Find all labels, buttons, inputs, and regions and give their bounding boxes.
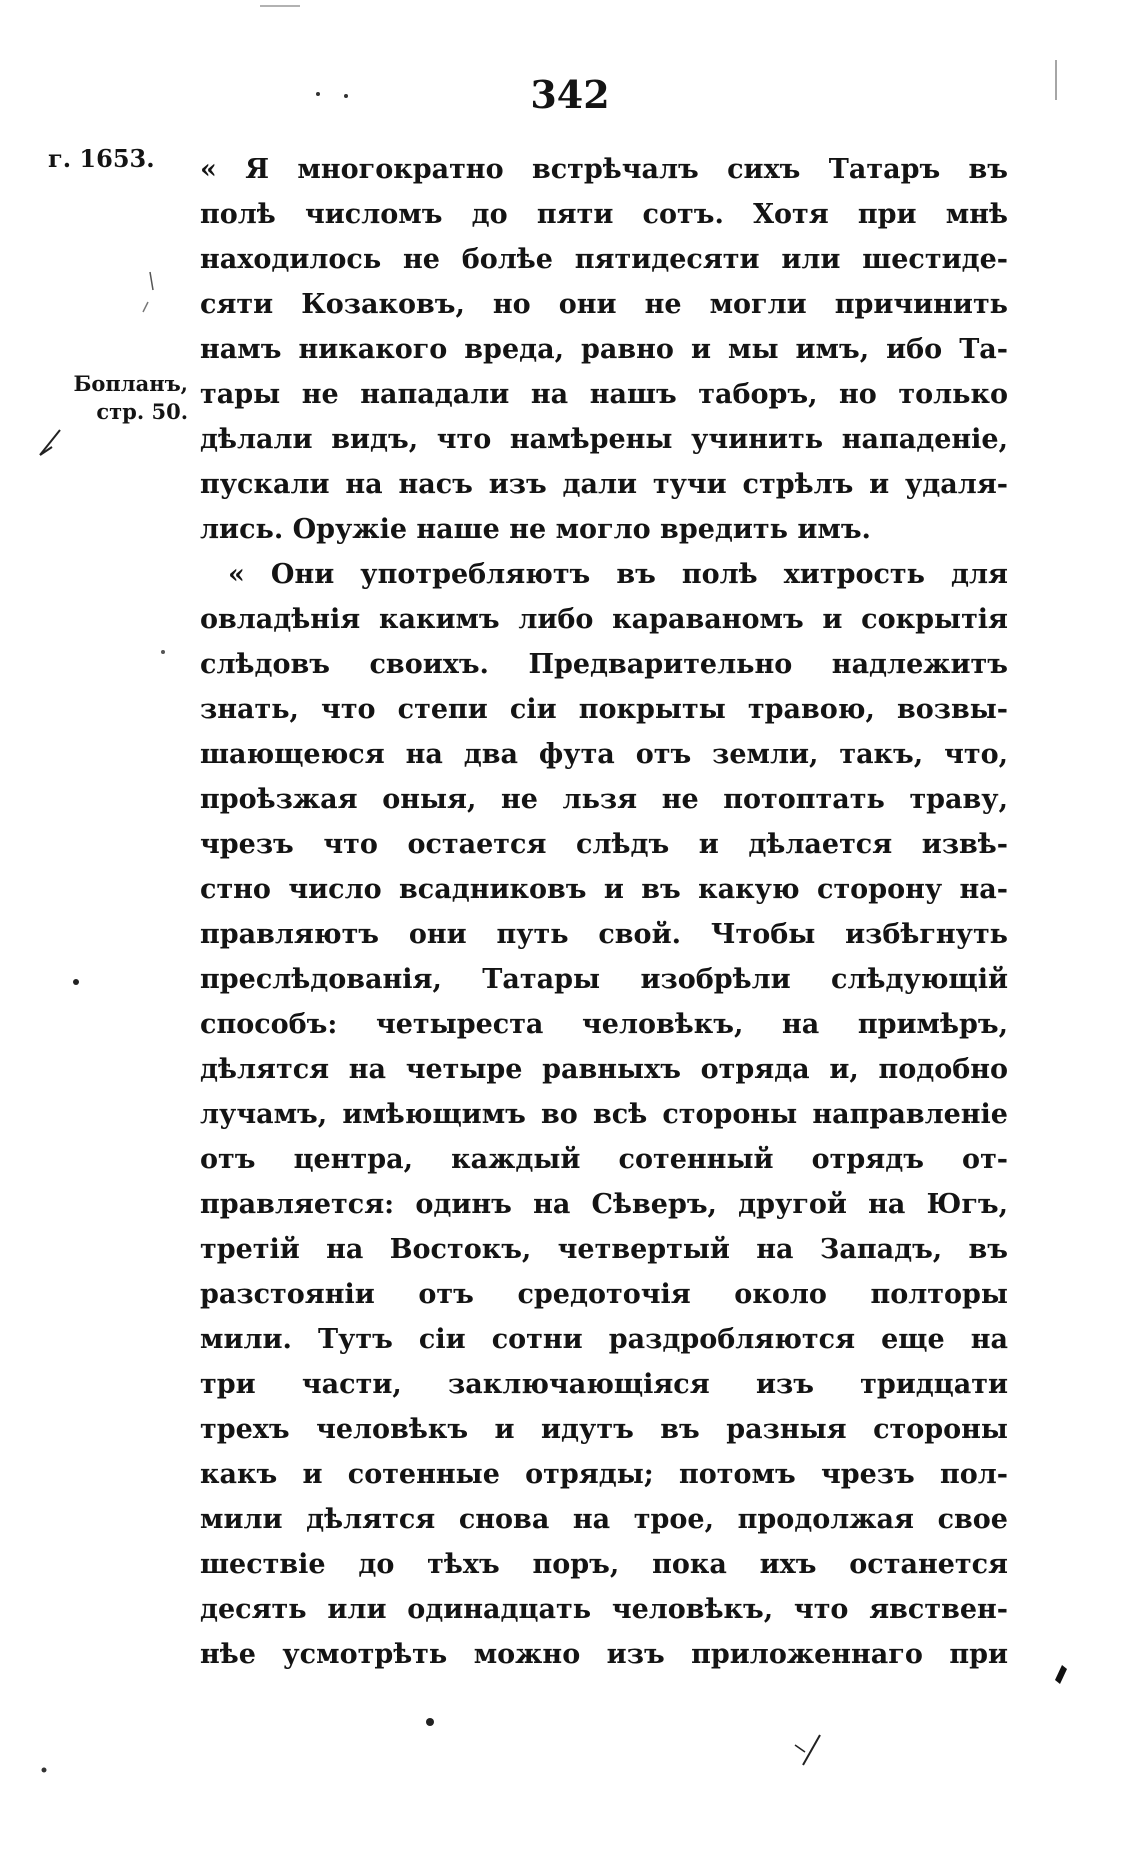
ink-speck bbox=[426, 1718, 434, 1726]
text-line: шающеюся на два фута отъ земли, такъ, что, bbox=[200, 739, 1008, 770]
page-number: 342 bbox=[530, 72, 610, 117]
text-line: проѣзжая оныя, не льзя не потоптать траву, bbox=[200, 784, 1008, 815]
ink-speck bbox=[161, 650, 165, 654]
text-line: слѣдовъ своихъ. Предварительно надлежитъ bbox=[200, 649, 1008, 680]
text-line: пускали на насъ изъ дали тучи стрѣлъ и удаля- bbox=[200, 469, 1008, 500]
text-line: находилось не болѣе пятидесяти или шестиде- bbox=[200, 244, 1008, 275]
text-line: лучамъ, имѣющимъ во всѣ стороны направленіе bbox=[200, 1099, 1008, 1130]
text-line: разстояніи отъ средоточія около полторы bbox=[200, 1279, 1008, 1310]
pen-stroke-mark bbox=[143, 302, 148, 312]
text-line: намъ никакого вреда, равно и мы имъ, ибо Та- bbox=[200, 334, 1008, 365]
text-line: чрезъ что остается слѣдъ и дѣлается извѣ- bbox=[200, 829, 1008, 860]
text-line: десять или одинадцать человѣкъ, что явствен- bbox=[200, 1594, 1008, 1625]
text-line: знать, что степи сіи покрыты травою, возвы- bbox=[200, 694, 1008, 725]
pen-stroke-mark bbox=[795, 1745, 805, 1752]
text-line: мили. Тутъ сіи сотни раздробляются еще на bbox=[200, 1324, 1008, 1355]
ink-blot bbox=[1055, 1665, 1067, 1684]
text-line: лись. Оружіе наше не могло вредить имъ. bbox=[200, 514, 871, 545]
text-line: три части, заключающіяся изъ тридцати bbox=[200, 1369, 1008, 1400]
text-line: преслѣдованія, Татары изобрѣли слѣдующій bbox=[200, 964, 1008, 995]
text-line: « Они употребляютъ въ полѣ хитрость для bbox=[228, 559, 1008, 590]
text-line: тары не нападали на нашъ таборъ, но только bbox=[200, 379, 1008, 410]
text-line: отъ центра, каждый сотенный отрядъ от- bbox=[200, 1144, 1008, 1175]
margin-reference-author: Бопланъ, bbox=[73, 371, 188, 396]
text-line: полѣ числомъ до пяти сотъ. Хотя при мнѣ bbox=[200, 199, 1008, 230]
text-line: правляютъ они путь свой. Чтобы избѣгнуть bbox=[200, 919, 1008, 950]
text-line: нѣе усмотрѣть можно изъ приложеннаго при bbox=[200, 1639, 1008, 1670]
ink-speck bbox=[73, 979, 79, 985]
text-line: овладѣнія какимъ либо караваномъ и сокрытія bbox=[200, 604, 1008, 635]
text-line: трехъ человѣкъ и идутъ въ разныя стороны bbox=[200, 1414, 1008, 1445]
text-line: « Я многократно встрѣчалъ сихъ Татаръ въ bbox=[200, 154, 1008, 185]
text-line: сяти Козаковъ, но они не могли причинить bbox=[200, 289, 1008, 320]
text-line: какъ и сотенные отряды; потомъ чрезъ пол- bbox=[200, 1459, 1008, 1490]
text-line: способъ: четыреста человѣкъ, на примѣръ, bbox=[200, 1009, 1008, 1040]
margin-reference-page: стр. 50. bbox=[96, 399, 188, 424]
text-line: мили дѣлятся снова на трое, продолжая свое bbox=[200, 1504, 1008, 1535]
pen-stroke-mark bbox=[803, 1735, 820, 1765]
text-line: третій на Востокъ, четвертый на Западъ, въ bbox=[200, 1234, 1008, 1265]
text-line: правляется: одинъ на Сѣверъ, другой на Югъ, bbox=[200, 1189, 1008, 1220]
pen-stroke-mark bbox=[150, 272, 153, 290]
text-line: дѣлятся на четыре равныхъ отряда и, подобно bbox=[200, 1054, 1008, 1085]
pen-stroke-mark bbox=[40, 430, 60, 455]
text-line: стно число всадниковъ и въ какую сторону на- bbox=[200, 874, 1008, 905]
margin-note-reference bbox=[48, 370, 188, 426]
body-text bbox=[200, 147, 1008, 1677]
ink-speck bbox=[42, 1768, 47, 1773]
pen-stroke-mark bbox=[40, 447, 52, 455]
text-line: шествіе до тѣхъ поръ, пока ихъ останется bbox=[200, 1549, 1008, 1580]
text-line: дѣлали видъ, что намѣрены учинить нападеніе, bbox=[200, 424, 1008, 455]
margin-note-year: г. 1653. bbox=[48, 144, 155, 173]
